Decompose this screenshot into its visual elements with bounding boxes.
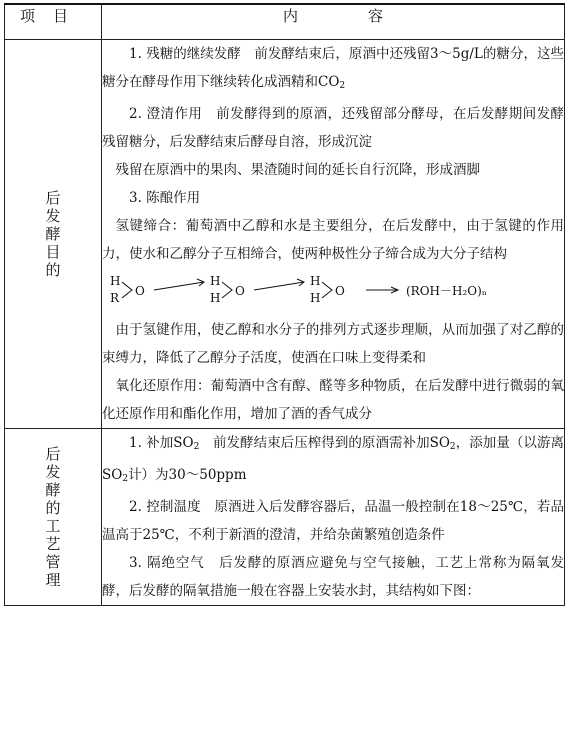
purpose-para-3: 残留在原酒中的果肉、果渣随时间的延长自行沉降，形成酒脚 (115, 162, 480, 178)
section-purpose-label-cell (5, 40, 102, 429)
purpose-para-6: 由于氢键作用，使乙醇和水分子的排列方式逐步理顺，从而加强了对乙醇的束缚力，降低了乙醇分子活度，使酒在口味上变得柔和 (102, 322, 564, 366)
purpose-para-1: 1. 残糖的继续发酵 前发酵结束后，原酒中还残留3～5g/L的糖分，这些糖分在酵母作用下继续转化成酒精和$CO_2$ (102, 46, 564, 91)
section-purpose-row (5, 40, 565, 429)
eq-m2-bot: H (210, 291, 221, 305)
eq-o-2: O (235, 284, 245, 298)
section-process-content (102, 429, 565, 606)
eq-m3-bot: H (310, 291, 321, 305)
eq-m1-top: H (110, 274, 121, 288)
purpose-para-5: 氢键缔合：葡萄酒中乙醇和水是主要组分，在后发酵中，由于氢键的作用力，使水和乙醇分子互相缔合，使两种极性分子缔合成为大分子结构 (102, 218, 564, 262)
eq-m2-top: H (210, 274, 221, 288)
table-header-row (5, 4, 565, 40)
section-process-row (5, 429, 565, 606)
section-process-label-cell (5, 429, 102, 606)
process-para-2: 2. 控制温度 原酒进入后发酵容器后，品温一般控制在18～25℃，若品温高于25℃，不利于新酒的澄清，并给杂菌繁殖创造条件 (102, 499, 564, 543)
eq-o-1: O (135, 284, 145, 298)
purpose-para-4: 3. 陈酿作用 (129, 190, 201, 206)
section-process-label: 后发酵的工艺管理 (45, 445, 61, 589)
process-para-3: 3. 隔绝空气 后发酵的原酒应避免与空气接触，工艺上常称为隔氧发酵，后发酵的隔氧措施一般在容器上安装水封，其结构如下图： (102, 555, 564, 599)
eq-result: (ROH－H₂O)ₙ (406, 284, 488, 298)
section-purpose-content (102, 40, 565, 429)
hydrogen-bond-equation (102, 270, 564, 310)
purpose-para-2: 2. 澄清作用 前发酵得到的原酒，还残留部分酵母，在后发酵期间发酵残留糖分，后发酵结束后酵母自溶，形成沉淀 (102, 106, 564, 150)
eq-m1-bot: R (110, 291, 120, 305)
equation-figure (108, 270, 548, 310)
eq-m3-top: H (310, 274, 321, 288)
eq-o-3: O (335, 284, 345, 298)
purpose-para-7: 氧化还原作用：葡萄酒中含有醇、醛等多种物质，在后发酵中进行微弱的氧化还原作用和酯化作用，增加了酒的香气成分 (102, 378, 564, 422)
header-content: 内容 (102, 4, 565, 40)
header-item: 项目 (5, 4, 102, 40)
process-para-1: 1. 补加$SO_2$ 前发酵结束后压榨得到的原酒需补加$SO_2$，添加量（以游离$SO_2$计）为30～50ppm (102, 435, 564, 484)
section-purpose-label: 后发酵目的 (45, 189, 61, 279)
content-table (4, 3, 565, 606)
